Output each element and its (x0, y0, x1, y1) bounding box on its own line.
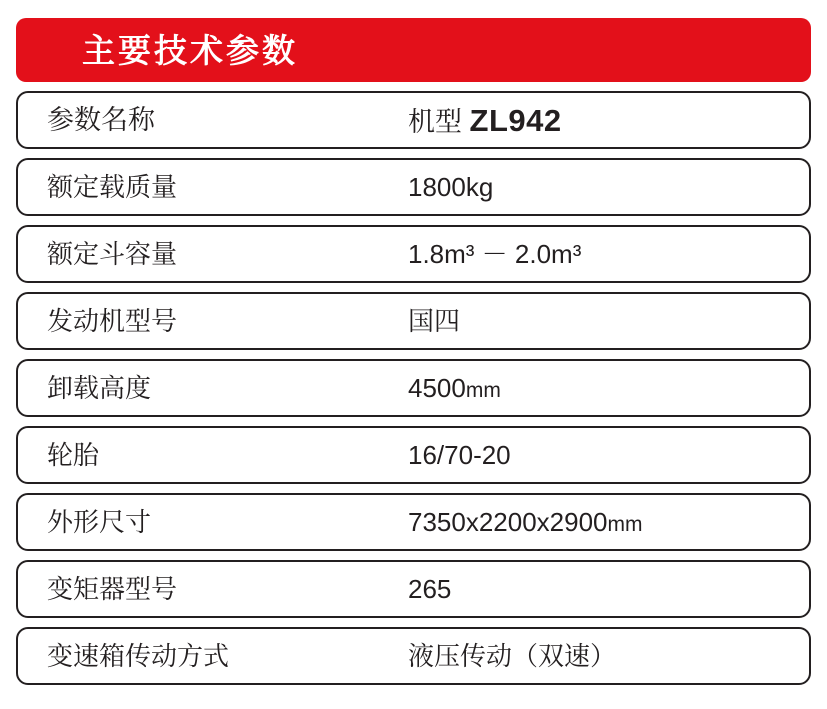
table-row (16, 560, 811, 618)
row-value: 国四 (408, 306, 461, 336)
row-value-unit: mm (607, 513, 643, 536)
row-value: 液压传动（双速） (408, 641, 617, 671)
row-value-unit: mm (465, 379, 501, 402)
row-label: 外形尺寸 (47, 507, 152, 537)
table-header-row (16, 91, 811, 149)
header-model-cell (408, 102, 809, 138)
row-label: 发动机型号 (47, 306, 178, 336)
table-row (16, 426, 811, 484)
header-name-label: 参数名称 (47, 104, 155, 135)
row-label: 卸载高度 (47, 373, 152, 403)
row-value: 265 (408, 574, 452, 604)
table-row (16, 493, 811, 551)
table-row (16, 627, 811, 685)
spec-table (16, 91, 811, 685)
header-model-prefix: 机型 (408, 106, 470, 137)
row-label: 额定载质量 (47, 172, 178, 202)
row-value-number: 4500 (408, 373, 466, 403)
header-model-code: ZL942 (469, 102, 562, 138)
row-label: 变速箱传动方式 (47, 641, 230, 671)
row-value-number: 7350x2200x2900 (408, 507, 608, 537)
row-value (408, 509, 809, 535)
title-banner (16, 18, 811, 82)
table-row (16, 359, 811, 417)
row-label: 变矩器型号 (47, 574, 178, 604)
row-value: 1.8m³ － 2.0m³ (408, 239, 582, 269)
row-value: 1800kg (408, 172, 494, 202)
row-value (408, 375, 809, 401)
table-row (16, 225, 811, 283)
row-label: 轮胎 (47, 440, 100, 470)
page-title: 主要技术参数 (82, 31, 298, 69)
table-row (16, 158, 811, 216)
table-row (16, 292, 811, 350)
row-label: 额定斗容量 (47, 239, 178, 269)
row-value: 16/70-20 (408, 440, 511, 470)
